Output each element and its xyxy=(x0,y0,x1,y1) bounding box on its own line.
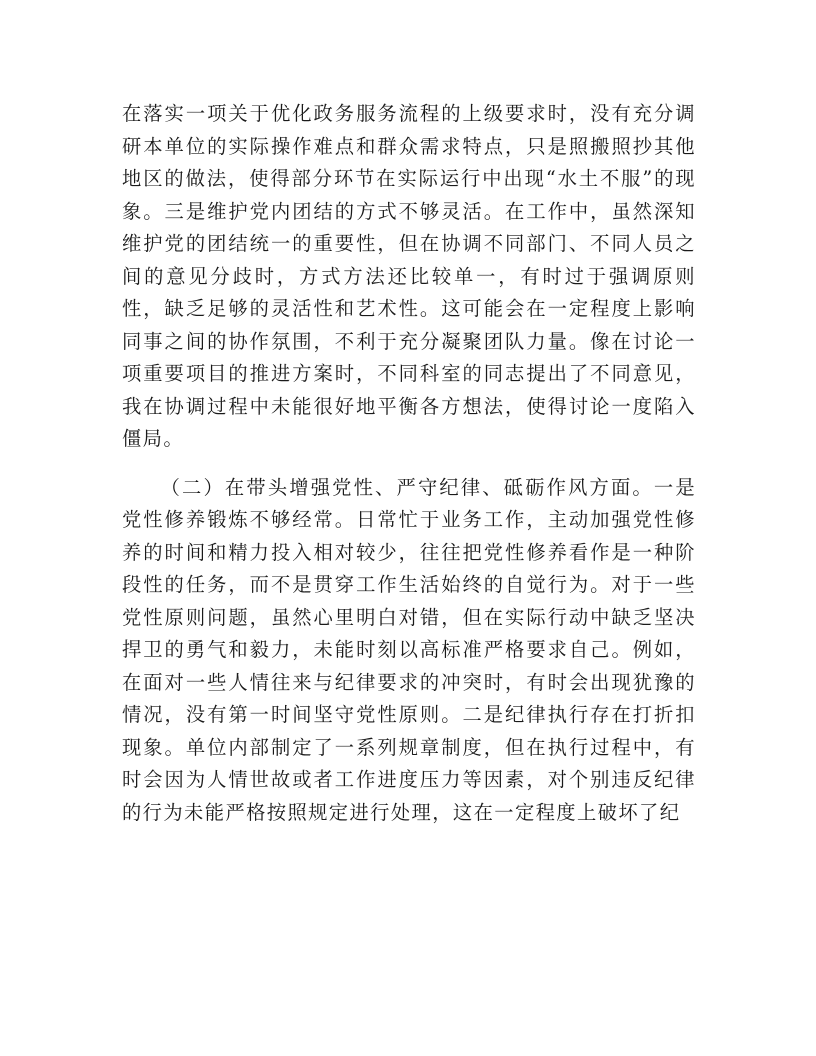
paragraph-2: （二）在带头增强党性、严守纪律、砥砺作风方面。一是党性修养锻炼不够经常。日常忙于业务工作，主动加强党性修养的时间和精力投入相对较少，往往把党性修养看作是一种阶段性的任务，而不是贯穿工作生活始终的自觉行为。对于一些党性原则问题，虽然心里明白对错，但在实际行动中缺乏坚决捍卫的勇气和毅力，未能时刻以高标准严格要求自己。例如，在面对一些人情往来与纪律要求的冲突时，有时会出现犹豫的情况，没有第一时间坚守党性原则。二是纪律执行存在打折扣现象。单位内部制定了一系列规章制度，但在执行过程中，有时会因为人情世故或者工作进度压力等因素，对个别违反纪律的行为未能严格按照规定进行处理，这在一定程度上破坏了纪 xyxy=(122,475,696,824)
document-page xyxy=(122,98,696,829)
paragraph-1: 在落实一项关于优化政务服务流程的上级要求时，没有充分调研本单位的实际操作难点和群众需求特点，只是照搬照抄其他地区的做法，使得部分环节在实际运行中出现“水土不服”的现象。三是维护党内团结的方式不够灵活。在工作中，虽然深知维护党的团结统一的重要性，但在协调不同部门、不同人员之间的意见分歧时，方式方法还比较单一，有时过于强调原则性，缺乏足够的灵活性和艺术性。这可能会在一定程度上影响同事之间的协作氛围，不利于充分凝聚团队力量。像在讨论一项重要项目的推进方案时，不同科室的同志提出了不同意见，我在协调过程中未能很好地平衡各方想法，使得讨论一度陷入僵局。 xyxy=(122,102,696,450)
